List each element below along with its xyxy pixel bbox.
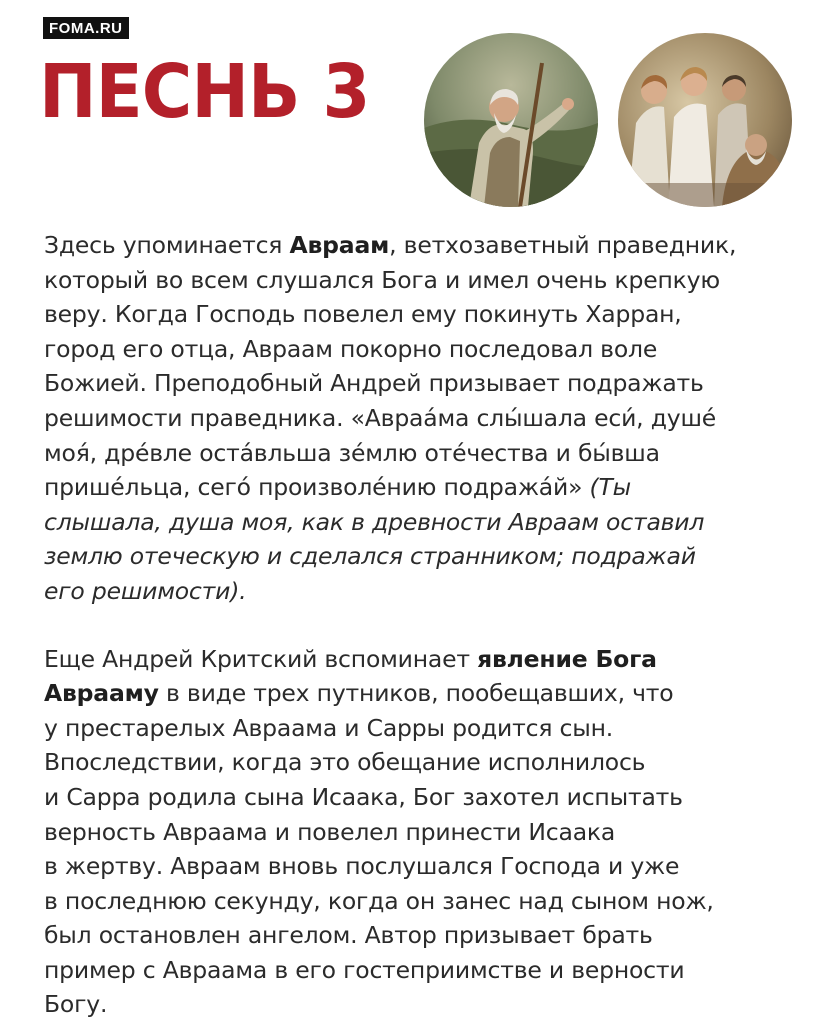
paragraph-divine-visit — [44, 642, 804, 1023]
highlight-theophany: явление Бога — [477, 644, 657, 673]
text-line: пример с Авраама в его гостеприимстве и верности — [44, 955, 685, 984]
text-line — [44, 470, 804, 505]
text-span: Еще Андрей Критский вспоминает — [44, 644, 478, 673]
text-line: город его отца, Авраам покорно последовал воле — [44, 334, 658, 363]
text-span: прише́льца, сего́ произволе́нию подража́й» — [44, 473, 590, 502]
text-line: решимости праведника. «Авраа́ма слы́шала еси́, душе́ — [44, 403, 717, 432]
text-line — [44, 642, 804, 677]
text-line: который во всем слушался Бога и имел очень крепкую — [44, 265, 720, 294]
text-line: верность Авраама и повелел принести Исаака — [44, 817, 616, 846]
three-angels-painting-icon — [618, 33, 792, 207]
abraham-portrait — [424, 33, 598, 207]
text-span: , ветхозаветный праведник, — [389, 231, 737, 259]
translation-line: слышала, душа моя, как в древности Авраам оставил — [44, 507, 705, 536]
translation-line: землю отеческую и сделался странником; подражай — [44, 542, 696, 571]
text-line — [44, 228, 804, 263]
article-body — [44, 228, 804, 1022]
site-logo: FOMA.RU — [43, 17, 129, 39]
text-line: Божией. Преподобный Андрей призывает подражать — [44, 369, 704, 398]
text-line: в последнюю секунду, когда он занес над сыном нож, — [44, 886, 714, 915]
highlight-theophany: Аврааму — [44, 679, 159, 708]
text-line: моя́, дре́вле оста́вльша зе́млю оте́чества и бы́вша — [44, 438, 660, 467]
text-line: у престарелых Авраама и Сарры родится сын. — [44, 713, 614, 742]
abraham-painting-icon — [424, 33, 598, 207]
text-line: был остановлен ангелом. Автор призывает брать — [44, 921, 653, 950]
text-span: в виде трех путников, пообещавших, что — [158, 679, 674, 708]
highlight-abraham: Авраам — [289, 231, 390, 259]
text-span: Здесь упоминается — [44, 231, 290, 259]
text-line: Впоследствии, когда это обещание исполнилось — [44, 748, 646, 777]
text-line: и Сарра родила сына Исаака, Бог захотел испытать — [44, 782, 683, 811]
paragraph-abraham-faith — [44, 228, 804, 609]
translation-span: (Ты — [589, 473, 632, 502]
text-line — [44, 676, 804, 711]
page-title: ПЕСНЬ 3 — [39, 49, 370, 135]
text-line: веру. Когда Господь повелел ему покинуть Харран, — [44, 300, 682, 329]
translation-line: его решимости). — [44, 576, 247, 605]
three-visitors-scene — [618, 33, 792, 207]
text-line: в жертву. Авраам вновь послушался Господа и уже — [44, 852, 680, 881]
text-line: Богу. — [44, 990, 108, 1019]
